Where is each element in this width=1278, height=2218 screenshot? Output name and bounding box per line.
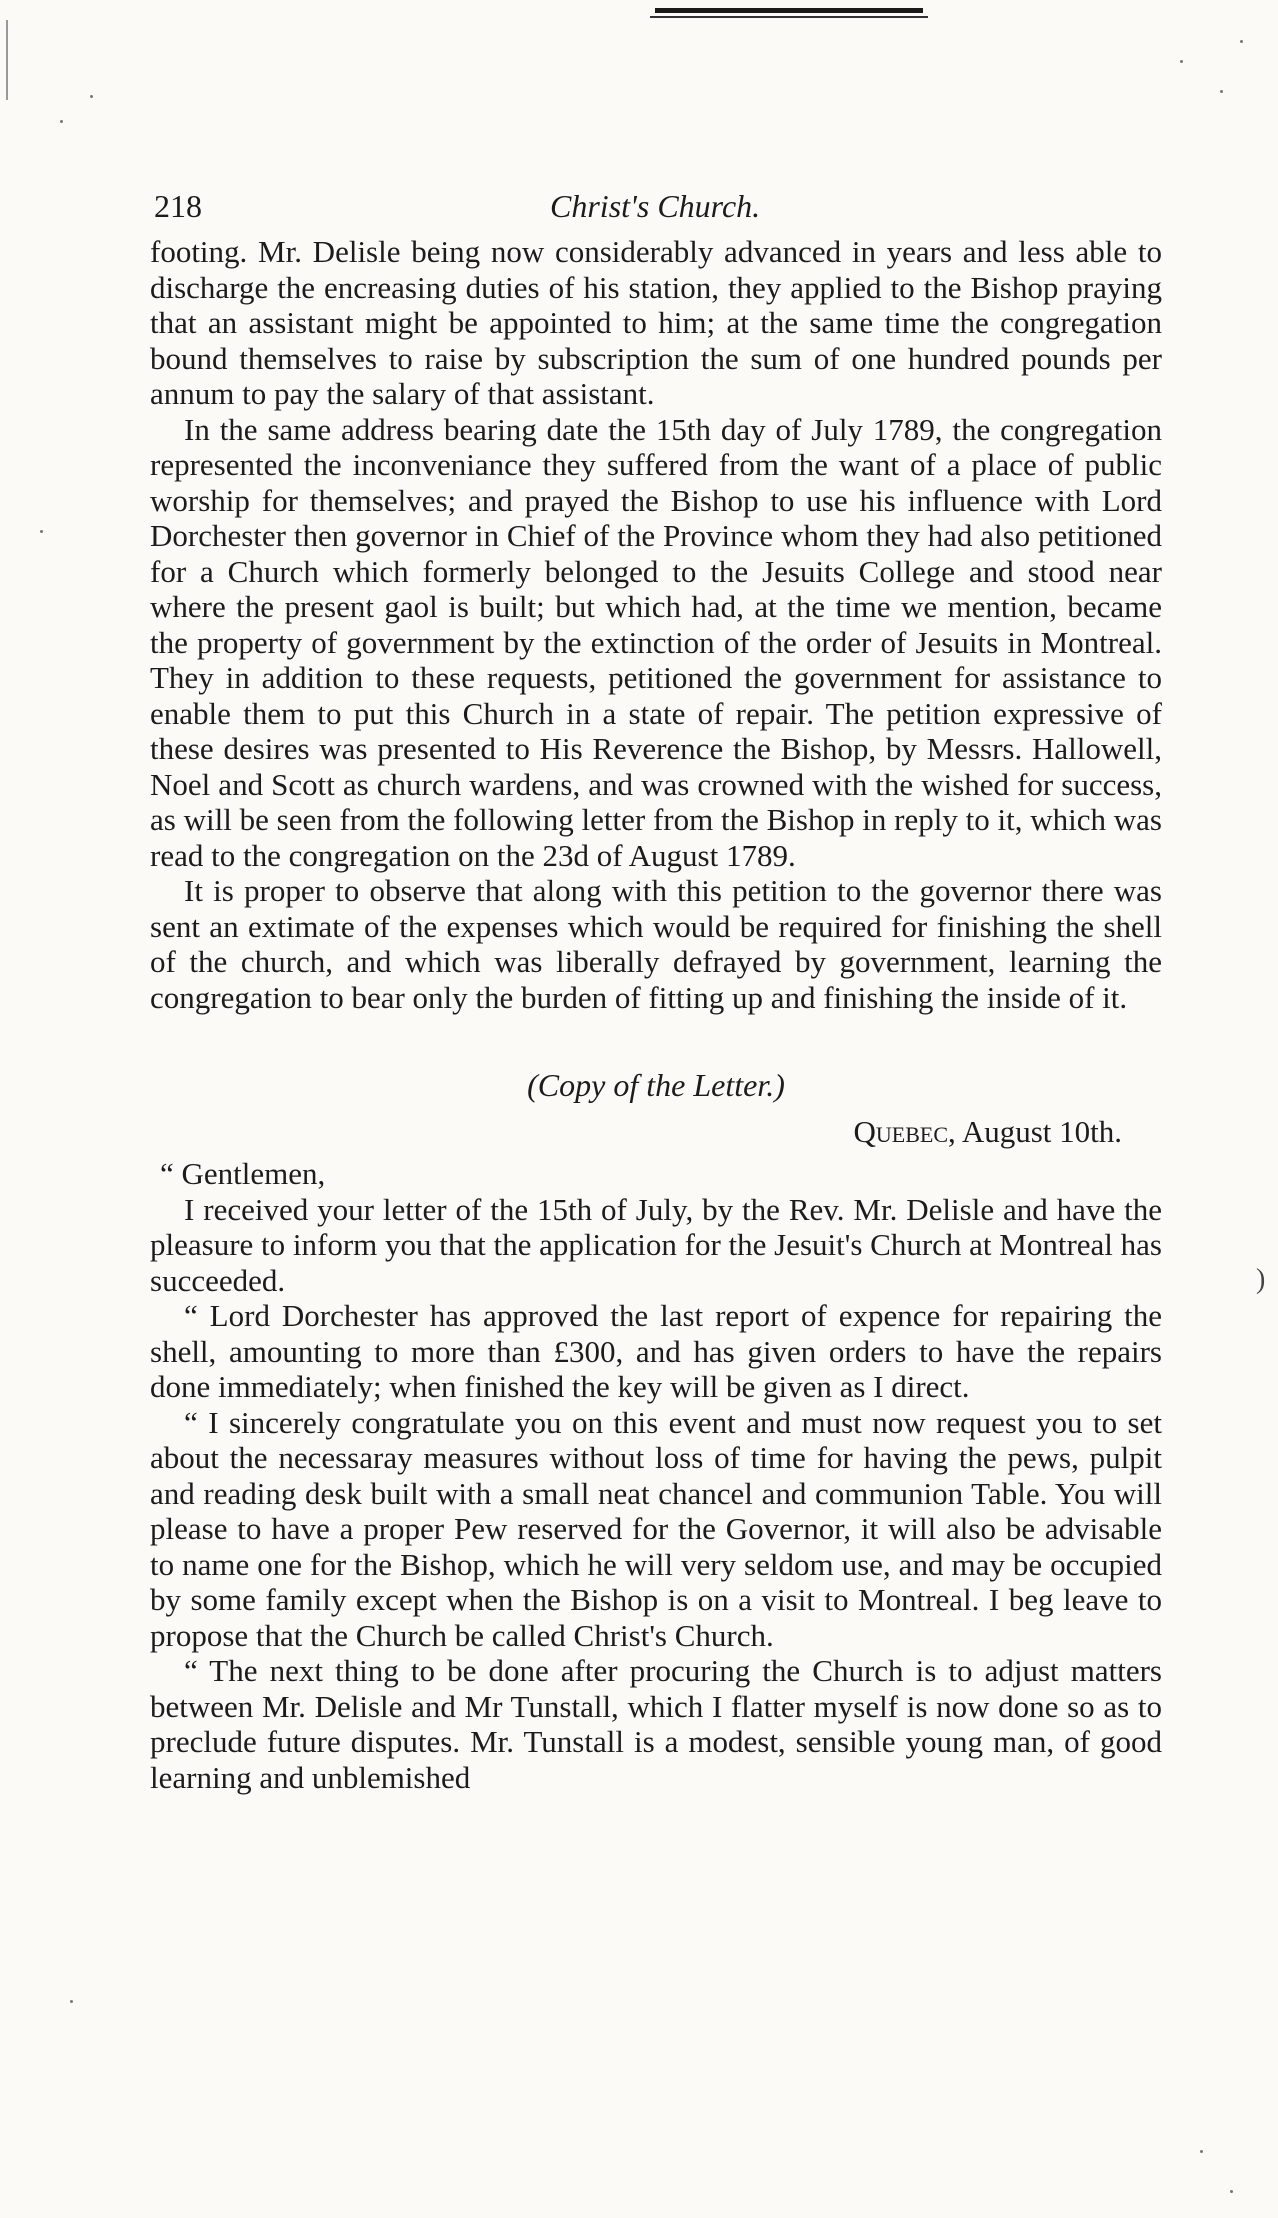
- letter-paragraph: “ I sincerely congratulate you on this event and must now request you to set about the necessaray measures without loss of time for having the pews, pulpit and reading desk built with a small neat chancel and communion Table. You will please to have a proper Pew reserved for the Governor, it will also be advisable to name one for the Bishop, which he will very seldom use, and may be occupied by some family except when the Bishop is on a visit to Montreal. I beg leave to propose that the Church be called Christ's Church.: [150, 1404, 1162, 1653]
- scan-speckle: [1200, 2150, 1203, 2153]
- letter-salutation: “ Gentlemen,: [160, 1156, 326, 1191]
- scan-speckle: [70, 2000, 73, 2003]
- letter-paragraph: I received your letter of the 15th of July, by the Rev. Mr. Delisle and have the pleasure to inform you that the application for the Jesuit's Church at Montreal has succeeded.: [150, 1191, 1162, 1298]
- letter-paragraph: “ Lord Dorchester has approved the last report of expence for repairing the shell, amounting to more than £300, and has given orders to have the repairs done immediately; when finished the key will be given as I direct.: [150, 1298, 1162, 1404]
- dateline-place: Quebec,: [853, 1114, 956, 1149]
- paragraph: In the same address bearing date the 15th day of July 1789, the congregation represented the inconveniance they suffered from the want of a place of public worship for themselves; and prayed the Bishop to use his influence with Lord Dorchester then governor in Chief of the Province whom they had also petitioned for a Church which formerly belonged to the Jesuits College and stood near where the present gaol is built; but which had, at the time we mention, became the property of government by the extinction of the order of Jesuits in Montreal. They in addition to these requests, petitioned the government for assistance to enable them to put this Church in a state of repair. The petition expressive of these desires was presented to His Reverence the Bishop, by Messrs. Hallowell, Noel and Scott as church wardens, and was crowned with the wished for success, as will be seen from the following letter from the Bishop in reply to it, which was read to the congregation on the 23d of August 1789.: [150, 411, 1162, 873]
- paragraph: footing. Mr. Delisle being now considerably advanced in years and less able to discharge the encreasing duties of his station, they applied to the Bishop praying that an assistant might be appointed to him; at the same time the congregation bound themselves to raise by subscription the sum of one hundred pounds per annum to pay the salary of that assistant.: [150, 234, 1162, 411]
- paragraph: It is proper to observe that along with this petition to the governor there was sent an extimate of the expenses which would be required for finishing the shell of the church, and which was liberally defrayed by government, learning the congregation to bear only the burden of fitting up and finishing the inside of it.: [150, 873, 1162, 1015]
- scan-speckle: [60, 120, 63, 123]
- dateline-date: August 10th.: [961, 1114, 1122, 1149]
- scan-top-rule-thin: [650, 16, 928, 18]
- letter-paragraph: “ The next thing to be done after procuring the Church is to adjust matters between Mr. Delisle and Mr Tunstall, which I flatter myself is now done so as to preclude future disputes. Mr. Tunstall is a modest, sensible young man, of good learning and unblemished: [150, 1653, 1162, 1795]
- scan-speckle: [1220, 90, 1223, 93]
- scan-speckle: [1240, 40, 1243, 43]
- page-number: 218: [154, 188, 202, 224]
- scan-top-rule: [655, 8, 923, 13]
- running-head: [150, 180, 1162, 234]
- running-title: Christ's Church.: [550, 188, 761, 224]
- book-page: [150, 180, 1162, 1795]
- scan-edge-mark: [6, 20, 8, 100]
- scan-speckle: [1180, 60, 1183, 63]
- scan-speckle: [40, 530, 43, 533]
- letter-dateline: [150, 1114, 1122, 1150]
- letter-caption: (Copy of the Letter.): [527, 1067, 785, 1103]
- margin-bracket-mark: ): [1256, 1264, 1266, 1295]
- scan-speckle: [1230, 2190, 1233, 2193]
- scan-speckle: [90, 95, 93, 98]
